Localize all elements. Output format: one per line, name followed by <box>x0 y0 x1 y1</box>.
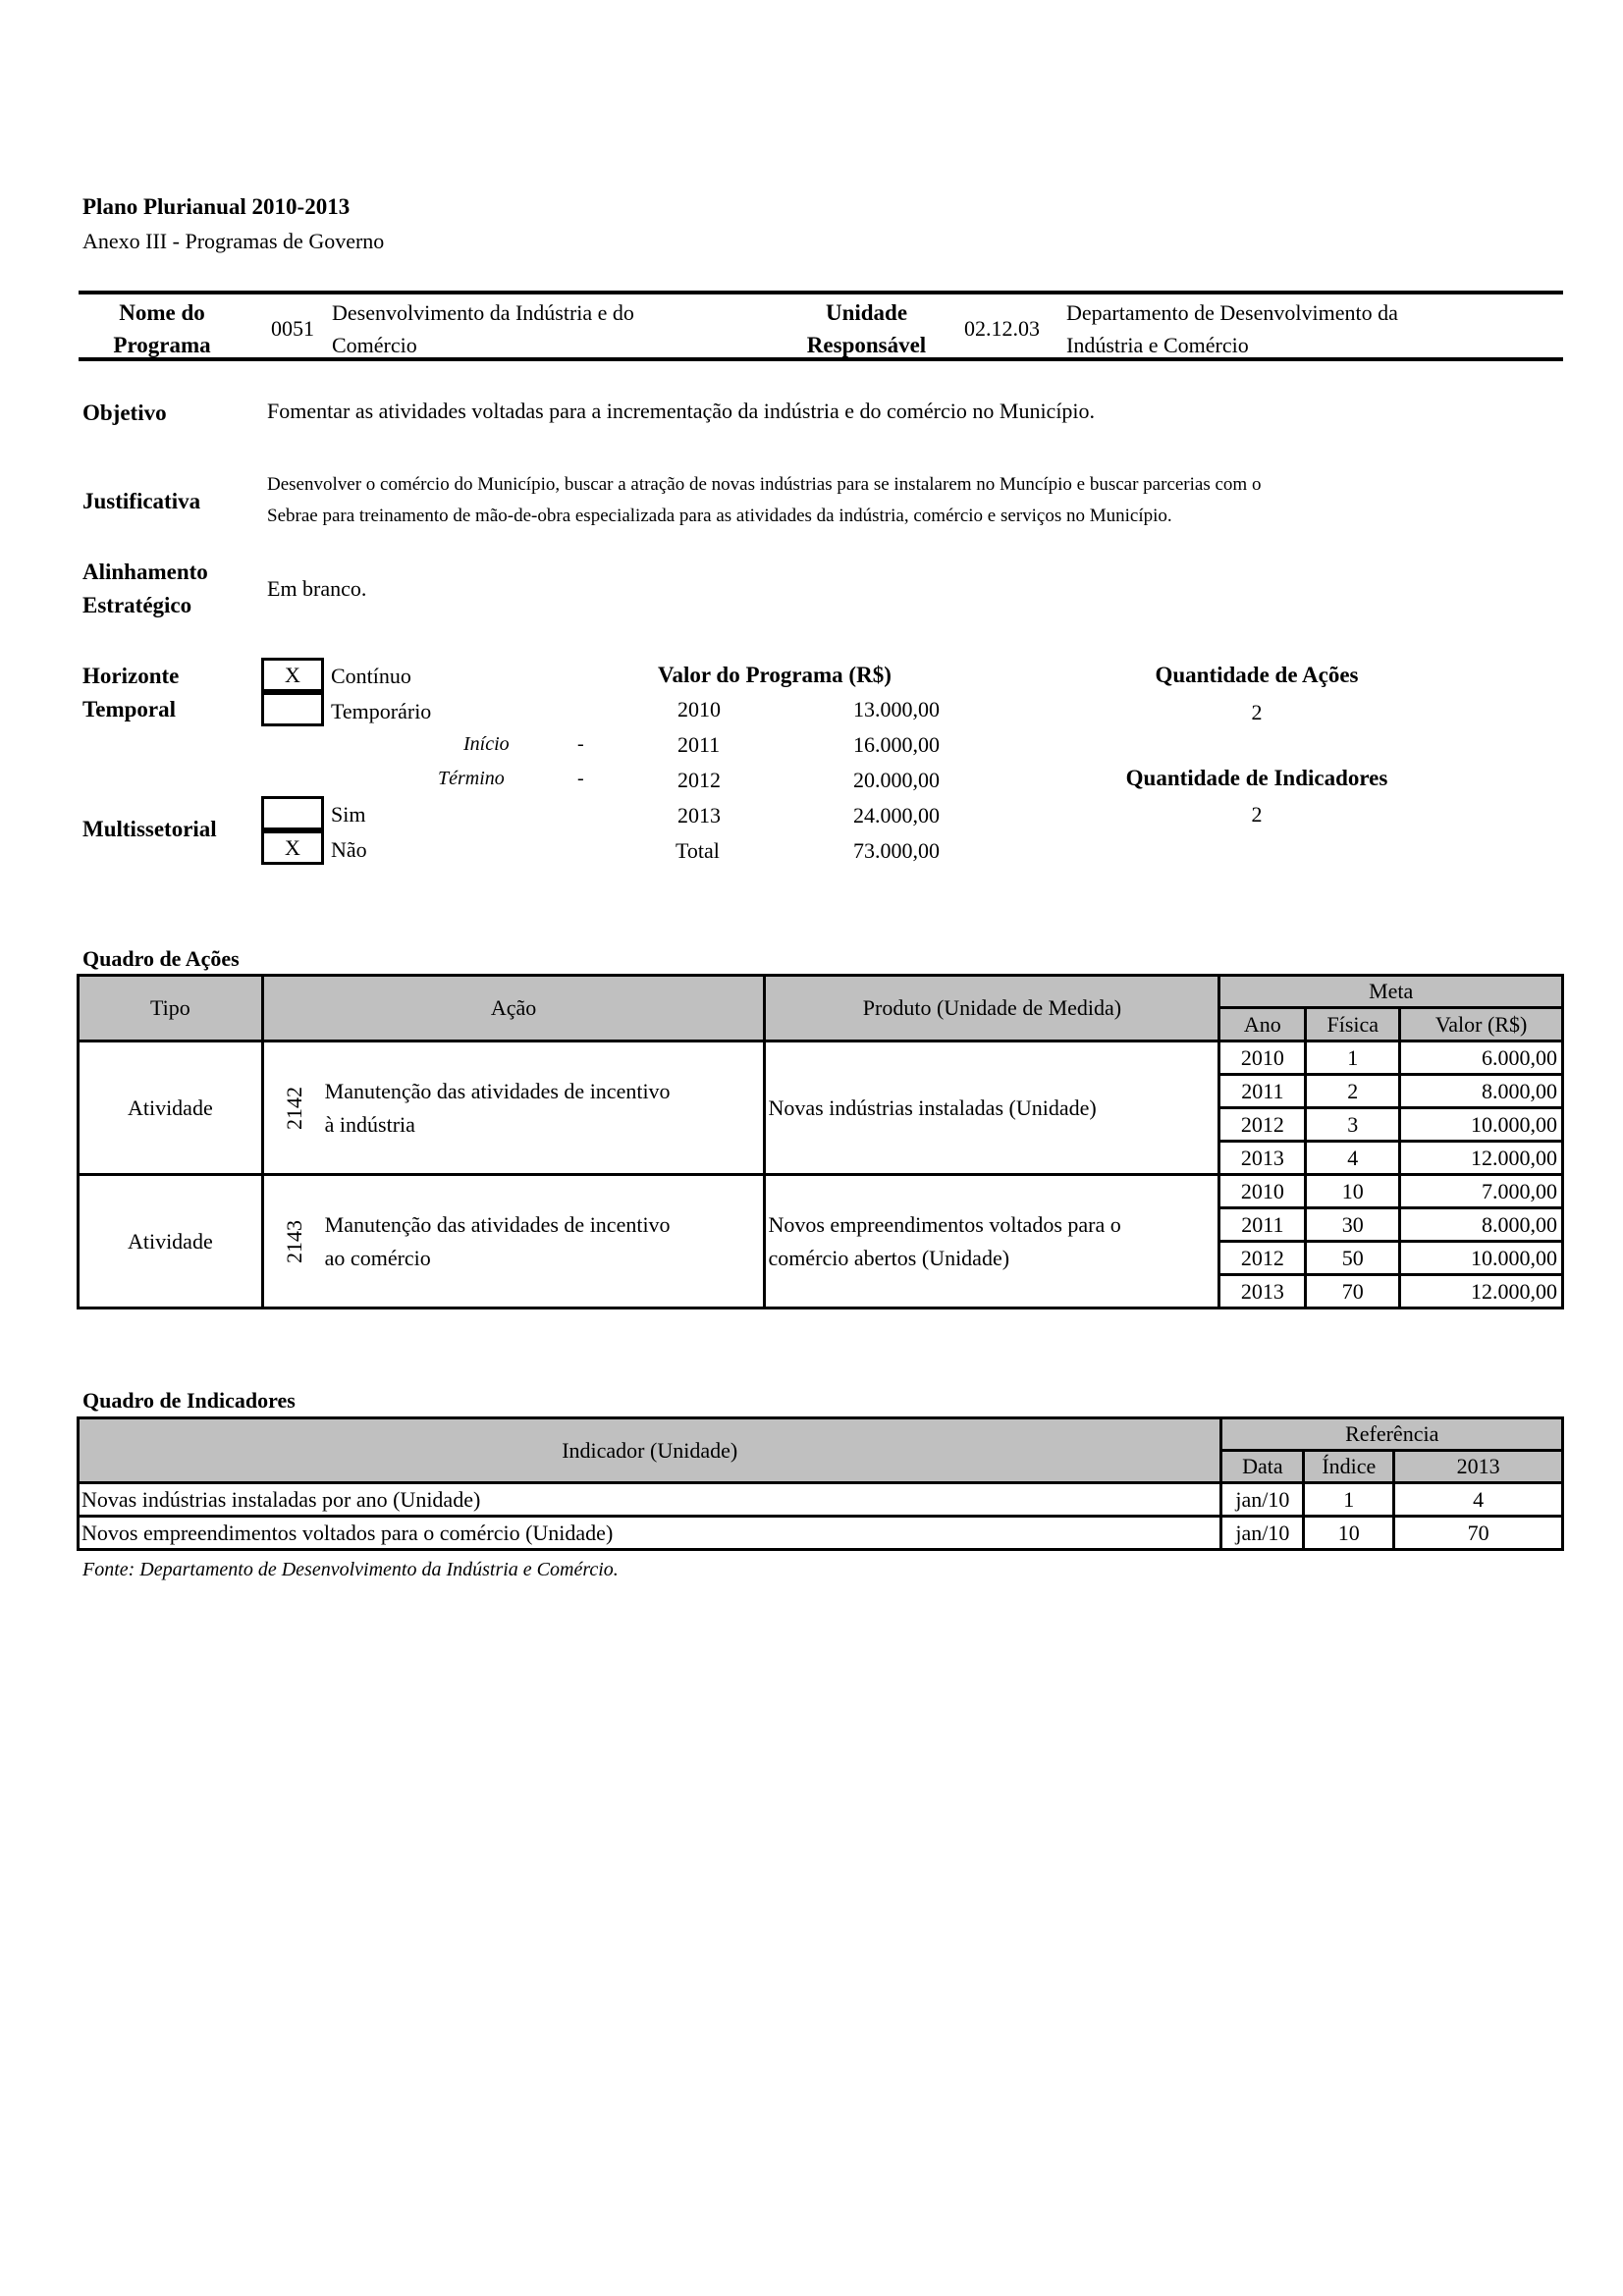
goal-year: 2010 <box>1219 1041 1306 1075</box>
responsible-unit-name-line2: Indústria e Comércio <box>1066 333 1249 357</box>
temporary-label: Temporário <box>331 699 432 723</box>
goal-year: 2012 <box>1219 1108 1306 1142</box>
indicator-target-2013: 4 <box>1394 1483 1563 1517</box>
indicators-count-value: 2 <box>1251 802 1263 827</box>
indicator-index: 1 <box>1304 1483 1394 1517</box>
goal-physical: 4 <box>1306 1142 1400 1175</box>
multisector-no-checkbox[interactable]: X <box>261 830 324 865</box>
indicator-name: Novos empreendimentos voltados para o comércio (Unidade) <box>79 1517 1221 1550</box>
objective-label: Objetivo <box>82 400 167 425</box>
indicator-target-2013: 70 <box>1394 1517 1563 1550</box>
action-cell <box>262 1041 765 1175</box>
program-value-year: 2013 <box>677 803 721 828</box>
goal-year: 2011 <box>1219 1075 1306 1108</box>
col-header-indicator: Indicador (Unidade) <box>79 1418 1221 1483</box>
action-product <box>765 1175 1219 1308</box>
program-code: 0051 <box>271 316 314 341</box>
col-header-date: Data <box>1221 1451 1304 1483</box>
action-type: Atividade <box>79 1041 263 1175</box>
goal-physical: 3 <box>1306 1108 1400 1142</box>
goal-physical: 10 <box>1306 1175 1400 1208</box>
justification-label: Justificativa <box>82 489 201 513</box>
end-value: - <box>577 768 584 789</box>
start-label: Início <box>463 733 510 755</box>
responsible-unit-label <box>781 296 952 361</box>
continuous-checkbox[interactable]: X <box>261 658 324 692</box>
objective-text: Fomentar as atividades voltadas para a incrementação da indústria e do comércio no Município. <box>267 399 1096 423</box>
col-header-action: Ação <box>262 976 765 1041</box>
goal-value: 6.000,00 <box>1400 1041 1563 1075</box>
action-type: Atividade <box>79 1175 263 1308</box>
program-value-total-label: Total <box>676 838 720 863</box>
indicator-name: Novas indústrias instaladas por ano (Unidade) <box>79 1483 1221 1517</box>
justification-line1: Desenvolver o comércio do Município, buscar a atração de novas indústrias para se instalarem no Muncípio e buscar parcerias com o <box>267 474 1262 495</box>
program-value-row <box>648 768 943 803</box>
action-description-line2: à indústria <box>324 1111 415 1137</box>
col-header-goal: Meta <box>1219 976 1563 1008</box>
goal-physical: 70 <box>1306 1275 1400 1308</box>
col-header-reference: Referência <box>1221 1418 1563 1451</box>
col-header-type: Tipo <box>79 976 263 1041</box>
actions-count-value: 2 <box>1251 700 1263 724</box>
goal-physical: 1 <box>1306 1041 1400 1075</box>
multisector-yes-checkbox[interactable] <box>261 796 324 830</box>
program-value-row <box>648 803 943 838</box>
program-identification <box>79 291 1563 361</box>
indicators-table <box>77 1416 1564 1551</box>
actions-count-label: Quantidade de Ações <box>1155 663 1359 687</box>
goal-value: 10.000,00 <box>1400 1108 1563 1142</box>
time-horizon-label-line1: Horizonte <box>82 664 180 688</box>
strategic-alignment-label <box>82 556 208 622</box>
strategic-alignment-label-line1: Alinhamento <box>82 560 208 584</box>
action-description-line1: Manutenção das atividades de incentivo <box>324 1211 671 1237</box>
program-name-line1: Desenvolvimento da Indústria e do <box>332 300 634 325</box>
document-subtitle: Anexo III - Programas de Governo <box>82 229 385 253</box>
table-row <box>79 1175 1563 1208</box>
action-product-line1: Novos empreendimentos voltados para o <box>768 1211 1121 1237</box>
indicators-table-title: Quadro de Indicadores <box>82 1388 296 1413</box>
justification-line2: Sebrae para treinamento de mão-de-obra especializada para as atividades da indústria, comércio e serviços no Município. <box>267 506 1172 526</box>
col-header-product: Produto (Unidade de Medida) <box>765 976 1219 1041</box>
program-name-label-line2: Programa <box>113 333 211 357</box>
program-name-line2: Comércio <box>332 333 417 357</box>
actions-table <box>77 974 1564 1309</box>
goal-value: 12.000,00 <box>1400 1142 1563 1175</box>
goal-year: 2012 <box>1219 1242 1306 1275</box>
program-name-label-line1: Nome do <box>119 300 205 325</box>
col-header-index: Índice <box>1304 1451 1394 1483</box>
program-value-title: Valor do Programa (R$) <box>658 663 892 687</box>
program-value-row <box>648 697 943 732</box>
goal-value: 8.000,00 <box>1400 1075 1563 1108</box>
goal-value: 10.000,00 <box>1400 1242 1563 1275</box>
action-product-line1: Novas indústrias instaladas (Unidade) <box>768 1095 1097 1120</box>
strategic-alignment-text: Em branco. <box>267 576 367 601</box>
indicator-date: jan/10 <box>1221 1517 1304 1550</box>
program-name <box>332 296 634 361</box>
program-name-label <box>79 296 245 361</box>
goal-value: 12.000,00 <box>1400 1275 1563 1308</box>
temporary-checkbox[interactable] <box>261 692 324 726</box>
table-row <box>79 1483 1563 1517</box>
action-product <box>765 1041 1219 1175</box>
action-cell <box>262 1175 765 1308</box>
program-value-list <box>648 697 943 874</box>
goal-year: 2011 <box>1219 1208 1306 1242</box>
goal-value: 8.000,00 <box>1400 1208 1563 1242</box>
program-value-total-row <box>648 838 943 874</box>
start-value: - <box>577 733 584 755</box>
indicator-date: jan/10 <box>1221 1483 1304 1517</box>
goal-year: 2010 <box>1219 1175 1306 1208</box>
source-note: Fonte: Departamento de Desenvolvimento da Indústria e Comércio. <box>82 1559 619 1580</box>
responsible-unit-name-line1: Departamento de Desenvolvimento da <box>1066 300 1398 325</box>
continuous-label: Contínuo <box>331 664 411 688</box>
responsible-unit-name <box>1066 296 1398 361</box>
col-header-value: Valor (R$) <box>1400 1008 1563 1041</box>
time-horizon-label-line2: Temporal <box>82 697 176 721</box>
program-value-year: 2011 <box>677 732 721 757</box>
action-code: 2143 <box>281 1219 306 1263</box>
end-label: Término <box>438 768 505 789</box>
goal-physical: 50 <box>1306 1242 1400 1275</box>
program-value-year: 2010 <box>677 697 721 721</box>
table-row <box>79 1517 1563 1550</box>
multisector-yes-label: Sim <box>331 802 366 827</box>
indicator-index: 10 <box>1304 1517 1394 1550</box>
table-row <box>79 1041 1563 1075</box>
action-description-line2: ao comércio <box>324 1245 431 1270</box>
program-value-amount: 20.000,00 <box>853 768 940 792</box>
multisector-label: Multissetorial <box>82 817 217 841</box>
goal-value: 7.000,00 <box>1400 1175 1563 1208</box>
goal-year: 2013 <box>1219 1275 1306 1308</box>
program-value-year: 2012 <box>677 768 721 792</box>
action-description <box>325 1208 671 1275</box>
justification-text <box>267 469 1261 532</box>
goal-physical: 30 <box>1306 1208 1400 1242</box>
responsible-unit-code: 02.12.03 <box>964 316 1040 341</box>
responsible-unit-label-line2: Responsável <box>806 333 927 357</box>
program-value-total-amount: 73.000,00 <box>853 838 940 863</box>
goal-year: 2013 <box>1219 1142 1306 1175</box>
program-value-amount: 24.000,00 <box>853 803 940 828</box>
program-value-amount: 16.000,00 <box>853 732 940 757</box>
actions-table-title: Quadro de Ações <box>82 946 240 971</box>
col-header-year: Ano <box>1219 1008 1306 1041</box>
strategic-alignment-label-line2: Estratégico <box>82 593 192 617</box>
responsible-unit-label-line1: Unidade <box>825 300 908 325</box>
col-header-2013: 2013 <box>1394 1451 1563 1483</box>
program-value-amount: 13.000,00 <box>853 697 940 721</box>
time-horizon-label <box>82 660 179 726</box>
document-title: Plano Plurianual 2010-2013 <box>82 194 351 219</box>
action-product-line2: comércio abertos (Unidade) <box>768 1245 1010 1270</box>
indicators-count-label: Quantidade de Indicadores <box>1125 766 1388 790</box>
program-value-row <box>648 732 943 768</box>
action-description <box>325 1075 671 1142</box>
col-header-physical: Física <box>1306 1008 1400 1041</box>
action-description-line1: Manutenção das atividades de incentivo <box>324 1078 671 1103</box>
action-code: 2142 <box>281 1086 306 1130</box>
goal-physical: 2 <box>1306 1075 1400 1108</box>
multisector-no-label: Não <box>331 837 367 862</box>
